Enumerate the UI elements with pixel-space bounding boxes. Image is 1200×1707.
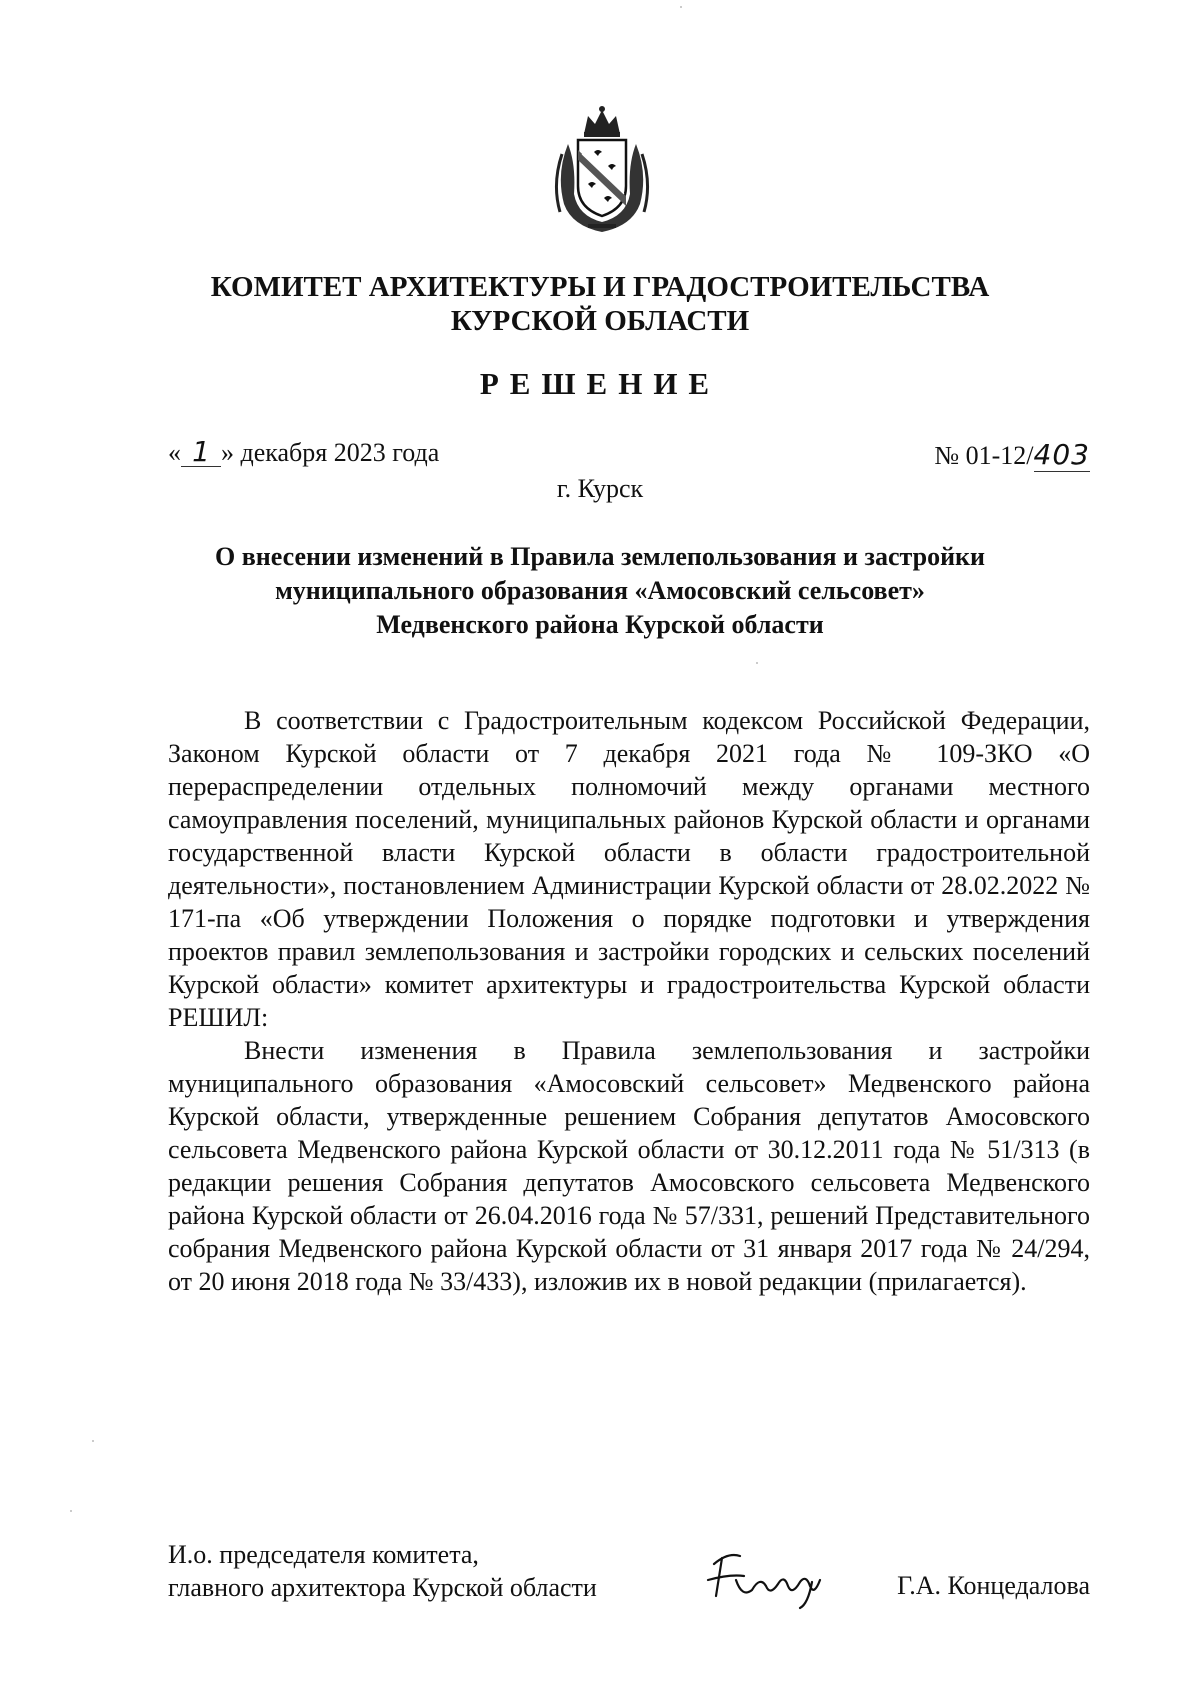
signatory-position-line2: главного архитектора Курской области xyxy=(168,1573,597,1602)
scan-speck xyxy=(70,1510,72,1512)
document-date xyxy=(168,435,440,468)
document-number-prefix: № 01-12/ xyxy=(934,441,1034,470)
signatory-position-line1: И.о. председателя комитета, xyxy=(168,1540,479,1569)
document-number xyxy=(934,438,1090,471)
body-paragraph-2: Внести изменения в Правила землепользования и застройки муниципального образования «Амосовский сельсовет» Медвенского района Курской области, утвержденные решением Собрания депутатов Амосовского сельсовета Медвенского района Курской области от 30.12.2011 года № 51/313 (в редакции решения Собрания депутатов Амосовского сельсовета Медвенского района Курской области от 26.04.2016 года № 57/331, решений Представительного собрания Медвенского района Курской области от 31 января 2017 года № 24/294, от 20 июня 2018 года № 33/433), изложив их в новой редакции (прилагается). xyxy=(168,1036,1090,1296)
organization-name-line1: КОМИТЕТ АРХИТЕКТУРЫ И ГРАДОСТРОИТЕЛЬСТВА xyxy=(210,271,990,303)
signatory-name: Г.А. Концедалова xyxy=(897,1571,1090,1600)
scan-speck xyxy=(92,1440,94,1442)
document-number-handwritten: 403 xyxy=(1033,438,1090,471)
subject-line3: Медвенского района Курской области xyxy=(376,610,824,639)
document-city: г. Курск xyxy=(556,474,644,503)
date-open-quote: « xyxy=(168,438,181,467)
subject-line2: муниципального образования «Амосовский сельсовет» xyxy=(275,576,925,605)
handwritten-signature-icon xyxy=(700,1546,840,1610)
date-month-year: » декабря 2023 года xyxy=(221,438,440,467)
document-subject xyxy=(150,540,1050,642)
document-type-title: РЕШЕНИЕ xyxy=(479,366,721,401)
date-day-handwritten: 1 xyxy=(181,438,221,467)
subject-line1: О внесении изменений в Правила землепользования и застройки xyxy=(214,542,986,571)
coat-of-arms-icon xyxy=(548,104,656,236)
document-body xyxy=(168,704,1090,1298)
body-paragraph-1: В соответствии с Градостроительным кодексом Российской Федерации, Законом Курской области от 7 декабря 2021 года № 109-ЗКО «О перераспределении отдельных полномочий между органами местного самоуправления поселений, муниципальных районов Курской области и органами государственной власти Курской области в области градостроительной деятельности», постановлением Администрации Курской области от 28.02.2022 № 171-па «Об утверждении Положения о порядке подготовки и утверждения проектов правил землепользования и застройки городских и сельских поселений Курской области» комитет архитектуры и градостроительства Курской области РЕШИЛ: xyxy=(168,706,1090,1032)
scan-speck xyxy=(756,662,758,664)
scan-speck xyxy=(680,6,682,8)
organization-name-line2: КУРСКОЙ ОБЛАСТИ xyxy=(450,305,750,337)
signatory-position xyxy=(168,1538,597,1604)
